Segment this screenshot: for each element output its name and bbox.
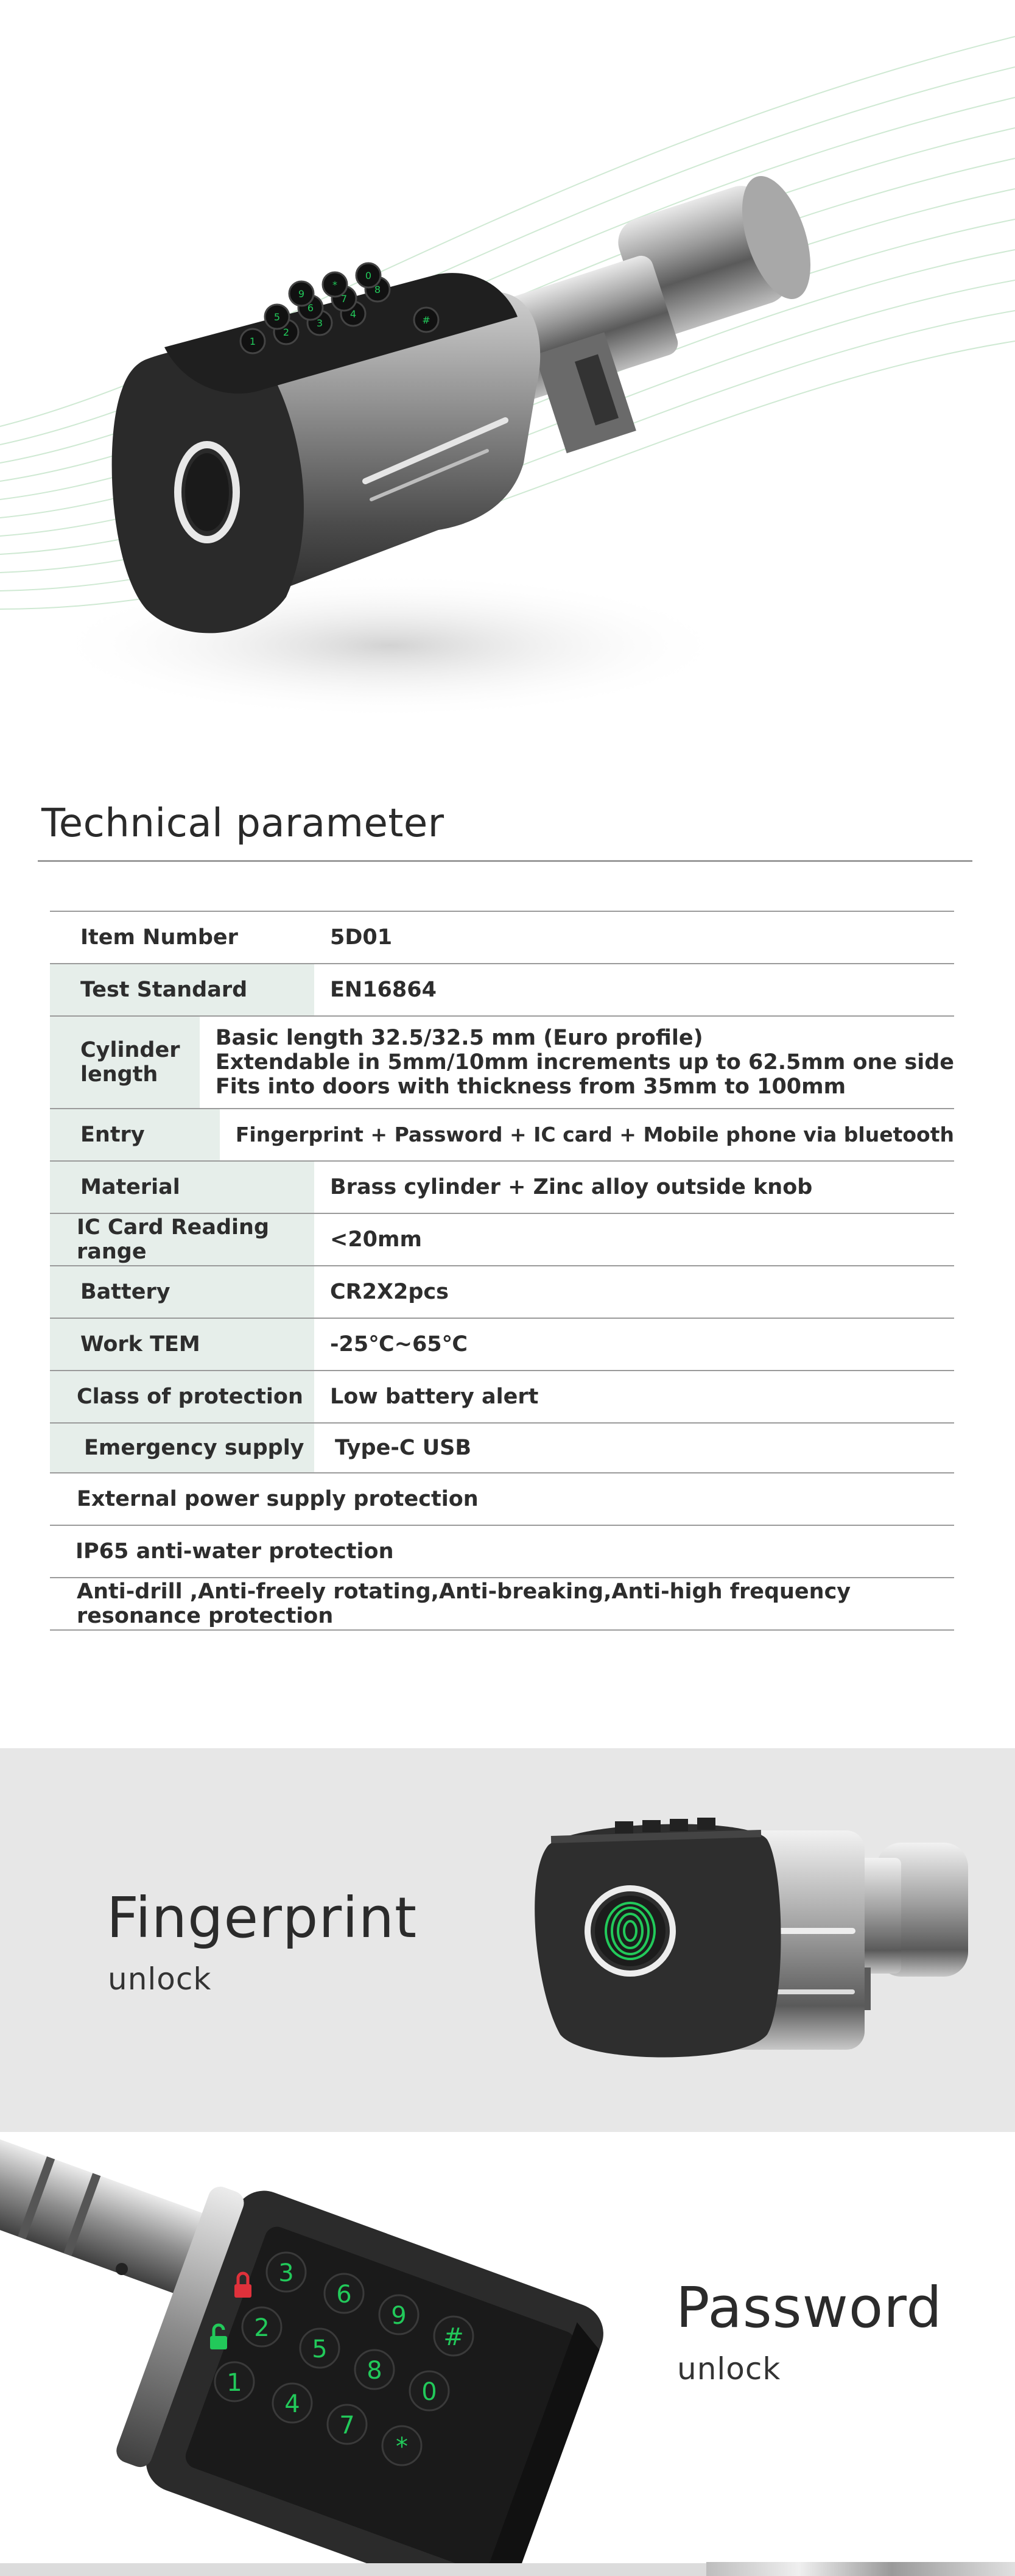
pw-key-0: 0 xyxy=(421,2378,437,2406)
pw-key-8: 8 xyxy=(367,2357,382,2385)
pw-key-9: 9 xyxy=(391,2302,407,2330)
spec-label: Class of protection xyxy=(50,1371,314,1422)
password-unlock-section xyxy=(0,2132,1015,2576)
spec-value-line: CR2X2pcs xyxy=(330,1280,449,1304)
spec-label: IC Card Reading range xyxy=(50,1214,314,1265)
pw-key-3: 3 xyxy=(278,2259,294,2287)
spec-row-external-power xyxy=(50,1473,954,1526)
hero-key-8: 8 xyxy=(374,284,381,295)
pw-key-4: 4 xyxy=(284,2390,300,2418)
spec-value-line: -25℃~65℃ xyxy=(330,1332,468,1357)
spec-table xyxy=(50,911,954,1631)
spec-value xyxy=(314,1332,954,1357)
spec-label: Work TEM xyxy=(50,1319,314,1370)
spec-value xyxy=(314,925,954,950)
spec-label: Entry xyxy=(50,1109,220,1160)
spec-label: Battery xyxy=(50,1266,314,1318)
pw-key-hash: # xyxy=(443,2323,464,2351)
fingerprint-lock-illustration xyxy=(0,1748,1015,2132)
spec-value-line: Low battery alert xyxy=(330,1385,539,1409)
spec-value xyxy=(314,1175,954,1199)
pw-key-star: * xyxy=(396,2433,408,2461)
spec-label: Test Standard xyxy=(50,964,314,1015)
hero-key-2: 2 xyxy=(283,326,290,338)
hero-key-7: 7 xyxy=(340,293,348,305)
spec-value-line: Fingerprint + Password + IC card + Mobile phone via bluetooth xyxy=(235,1123,954,1146)
spec-row-class-of-protection xyxy=(50,1371,954,1424)
spec-row-test-standard xyxy=(50,964,954,1017)
spec-row-battery xyxy=(50,1266,954,1319)
spec-row-entry xyxy=(50,1109,954,1162)
spec-full-text: External power supply protection xyxy=(77,1487,479,1511)
pw-key-1: 1 xyxy=(227,2369,242,2397)
spec-label: Emergency supply xyxy=(50,1424,314,1472)
spec-row-anti-drill xyxy=(50,1578,954,1631)
spec-row-cylinder-length xyxy=(50,1017,954,1109)
hero-key-4: 4 xyxy=(349,308,357,320)
smart-lock-hero-illustration xyxy=(0,0,1015,768)
title-divider xyxy=(38,860,972,862)
password-title: Password xyxy=(676,2275,943,2340)
spec-value-line: 5D01 xyxy=(330,925,393,950)
spec-value xyxy=(314,978,954,1002)
next-section-preview xyxy=(706,2562,1015,2576)
pw-key-7: 7 xyxy=(339,2412,355,2440)
fingerprint-subtitle: unlock xyxy=(108,1961,212,1997)
hero-key-9: 9 xyxy=(298,288,305,300)
spec-row-material xyxy=(50,1162,954,1214)
spec-label: Item Number xyxy=(80,925,238,950)
spec-value xyxy=(200,1026,954,1099)
spec-row-emergency-supply xyxy=(50,1424,954,1473)
keypad-lock-illustration xyxy=(0,2132,1015,2576)
spec-value xyxy=(314,1227,954,1252)
hero-product-image xyxy=(0,0,1015,768)
spec-value-line: Basic length 32.5/32.5 mm (Euro profile) xyxy=(215,1026,703,1050)
pw-key-6: 6 xyxy=(336,2281,352,2309)
spec-row-ip65 xyxy=(50,1526,954,1578)
spec-value xyxy=(314,1436,954,1460)
fingerprint-title: Fingerprint xyxy=(107,1885,418,1950)
spec-value-line: EN16864 xyxy=(330,978,437,1002)
spec-row-item-number xyxy=(50,912,954,964)
hero-key-6: 6 xyxy=(307,302,314,314)
spec-value-line: Fits into doors with thickness from 35mm to 100mm xyxy=(215,1075,846,1099)
pw-key-2: 2 xyxy=(254,2314,270,2342)
spec-value-line: <20mm xyxy=(330,1227,422,1252)
spec-label: Material xyxy=(50,1162,314,1213)
hero-key-star: * xyxy=(332,279,337,291)
hero-key-5: 5 xyxy=(273,311,281,323)
spec-value xyxy=(314,1385,954,1409)
fingerprint-unlock-section xyxy=(0,1748,1015,2132)
hero-key-1: 1 xyxy=(249,336,256,347)
pw-key-5: 5 xyxy=(312,2335,328,2363)
spec-full-text: Anti-drill ,Anti-freely rotating,Anti-breaking,Anti-high frequency resonance protection xyxy=(77,1579,851,1628)
spec-label: Cylinder length xyxy=(50,1017,200,1108)
spec-row-work-tem xyxy=(50,1319,954,1371)
spec-value-line: Type-C USB xyxy=(335,1436,472,1460)
password-subtitle: unlock xyxy=(677,2351,781,2387)
spec-value-line: Extendable in 5mm/10mm increments up to 62.5mm one side xyxy=(215,1050,954,1075)
spec-value-line: Brass cylinder + Zinc alloy outside knob xyxy=(330,1175,813,1199)
spec-row-ic-card-range xyxy=(50,1214,954,1266)
technical-parameter-title: Technical parameter xyxy=(41,801,444,846)
spec-full-text: IP65 anti-water protection xyxy=(76,1539,394,1564)
spec-value xyxy=(220,1123,954,1147)
hero-key-0: 0 xyxy=(365,270,372,281)
hero-key-hash: # xyxy=(422,314,430,326)
spec-value xyxy=(314,1280,954,1304)
hero-key-3: 3 xyxy=(316,317,323,329)
